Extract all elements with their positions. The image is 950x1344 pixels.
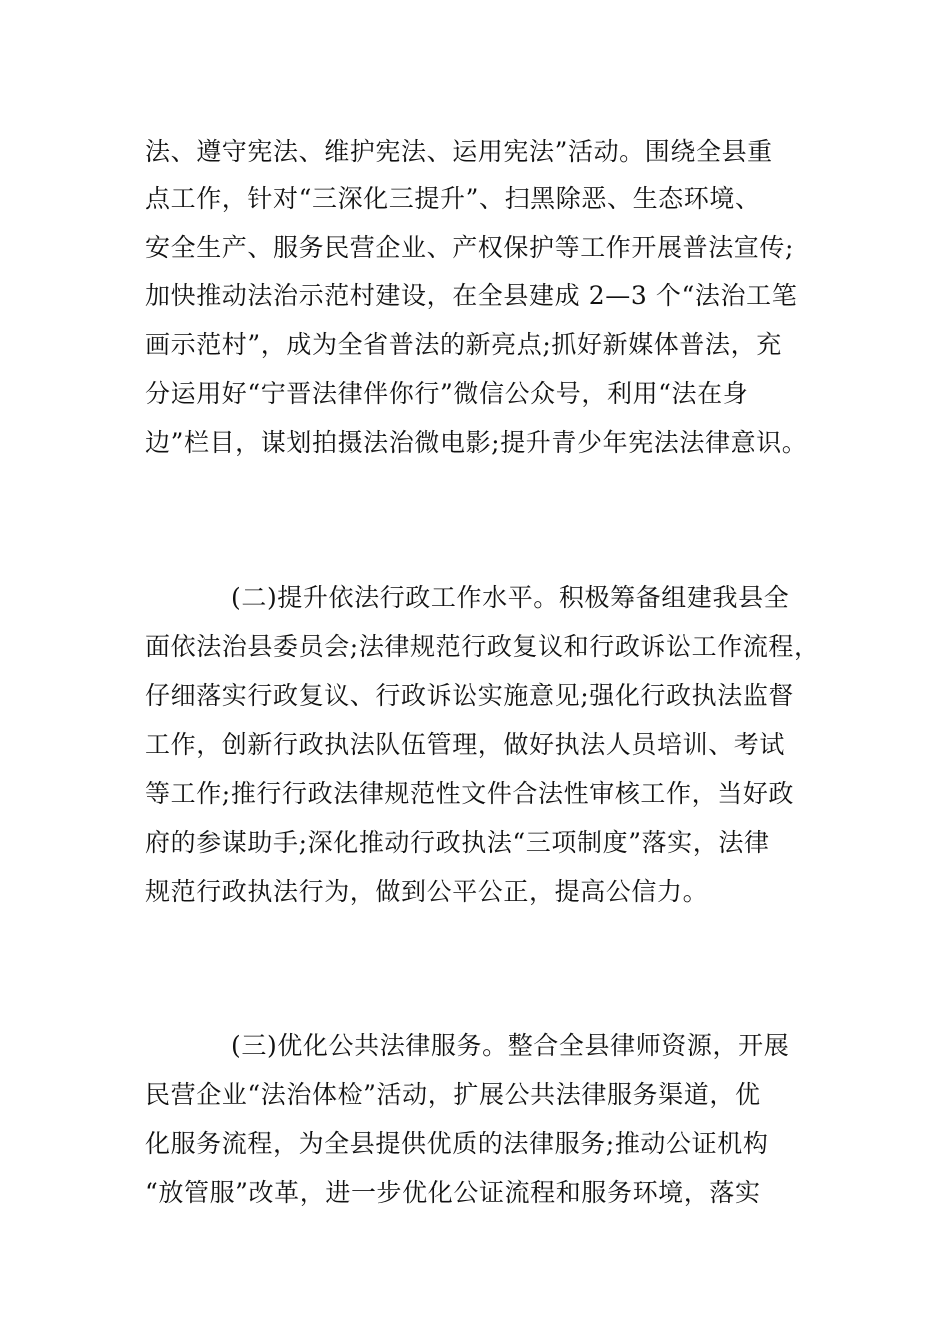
text-line: 面依法治县委员会;法律规范行政复议和行政诉讼工作流程， bbox=[145, 632, 820, 661]
text-line: 府的参谋助手;深化推动行政执法“三项制度”落实，法律 bbox=[145, 828, 770, 857]
text-line: 等工作;推行行政法律规范性文件合法性审核工作，当好政 bbox=[145, 779, 795, 808]
text-line: 民营企业“法治体检”活动，扩展公共法律服务渠道，优 bbox=[145, 1080, 761, 1109]
text-line: 规范行政执法行为，做到公平公正，提高公信力。 bbox=[145, 877, 709, 906]
text-line: 法、遵守宪法、维护宪法、运用宪法”活动。围绕全县重 bbox=[145, 137, 773, 166]
text-line: “放管服”改革，进一步优化公证流程和服务环境，落实 bbox=[145, 1178, 761, 1207]
text-line: 边”栏目，谋划拍摄法治微电影;提升青少年宪法法律意识。 bbox=[145, 428, 808, 457]
text-line: 安全生产、服务民营企业、产权保护等工作开展普法宣传; bbox=[145, 233, 795, 262]
text-line: 画示范村”，成为全省普法的新亮点;抓好新媒体普法，充 bbox=[145, 330, 782, 359]
text-line: 化服务流程，为全县提供优质的法律服务;推动公证机构 bbox=[145, 1129, 769, 1158]
text-line: (二)提升依法行政工作水平。积极筹备组建我县全 bbox=[231, 583, 790, 612]
text-line: (三)优化公共法律服务。整合全县律师资源，开展 bbox=[231, 1031, 790, 1060]
text-line: 工作，创新行政执法队伍管理，做好执法人员培训、考试 bbox=[145, 730, 786, 759]
text-line: 加快推动法治示范村建设，在全县建成 2—3 个“法治工笔 bbox=[145, 281, 798, 310]
text-line: 仔细落实行政复议、行政诉讼实施意见;强化行政执法监督 bbox=[145, 681, 795, 710]
text-line: 点工作，针对“三深化三提升”、扫黑除恶、生态环境、 bbox=[145, 184, 761, 213]
text-line: 分运用好“宁晋法律伴你行”微信公众号，利用“法在身 bbox=[145, 379, 749, 408]
